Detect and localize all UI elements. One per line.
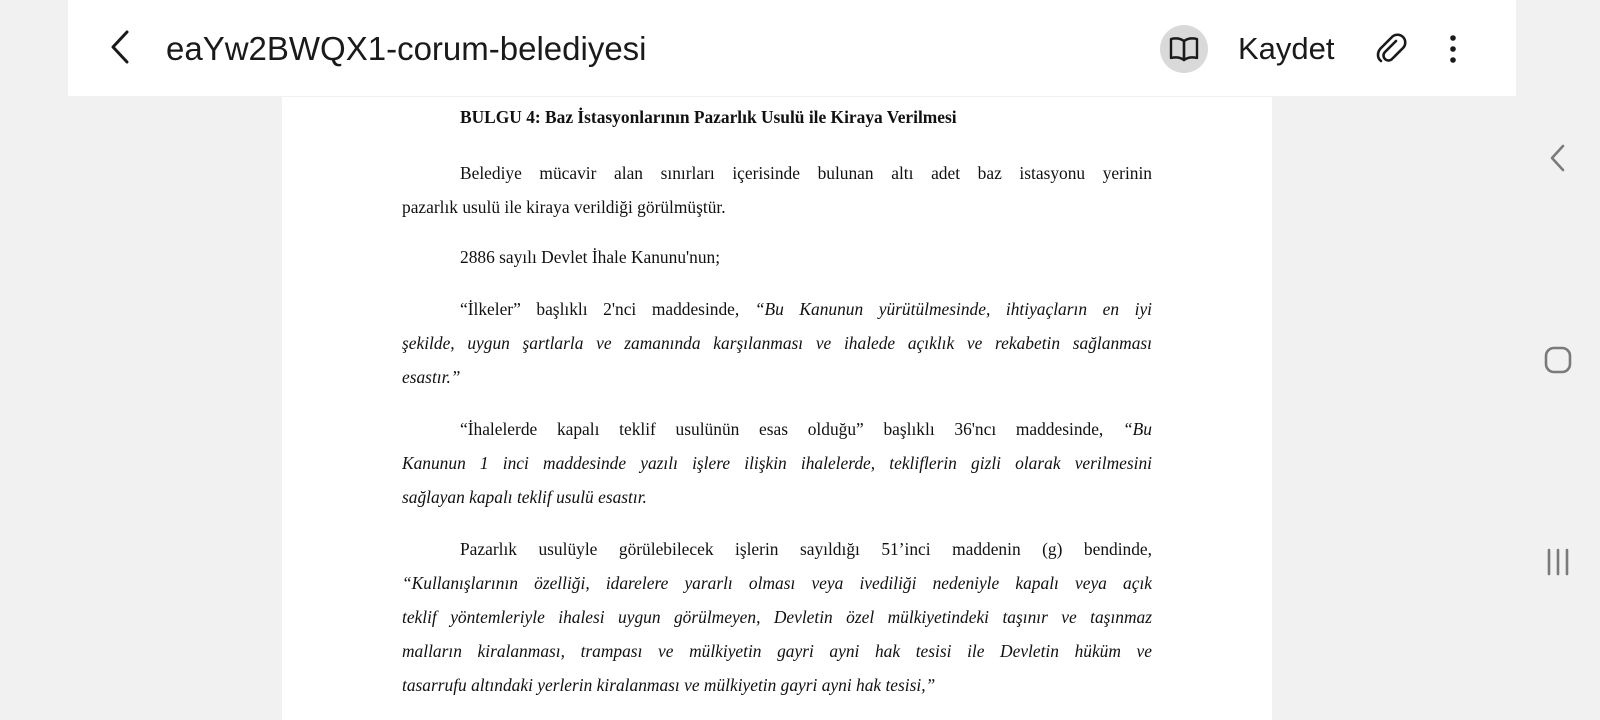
paragraph-5-line-5: tasarrufu altındaki yerlerin kiralanması ve mülkiyetin gayri ayni hak tesisi,” xyxy=(402,675,936,695)
more-vertical-icon xyxy=(1449,34,1457,64)
system-recents-button[interactable] xyxy=(1532,536,1584,588)
paperclip-icon xyxy=(1374,32,1408,66)
system-home-button[interactable] xyxy=(1532,334,1584,386)
paragraph-1-line-2: pazarlık usulü ile kiraya verildiği görülmüştür. xyxy=(402,197,726,217)
save-button[interactable]: Kaydet xyxy=(1238,31,1335,66)
paragraph-4-line-1-normal: “İhalelerde kapalı teklif usulünün esas olduğu” başlıklı 36'ncı maddesinde, xyxy=(460,419,1123,439)
attach-button[interactable] xyxy=(1370,28,1412,70)
paragraph-4-line-1 xyxy=(460,417,1152,441)
pdf-viewer-app xyxy=(68,0,1516,720)
nav-home-icon xyxy=(1543,345,1573,375)
system-navigation-bar xyxy=(1516,0,1600,720)
paragraph-3-line-3: esastır.” xyxy=(402,367,461,387)
paragraph-5-line-4: malların kiralanması, trampası ve mülkiyetin gayri ayni hak tesisi ile Devletin hüküm ve xyxy=(402,641,1152,661)
nav-back-icon xyxy=(1548,143,1568,173)
paragraph-4-line-2: Kanunun 1 inci maddesinde yazılı işlere ilişkin ihalelerde, tekliflerin gizli olarak verilmesini xyxy=(402,453,1152,473)
paragraph-5-line-3: teklif yöntemleriyle ihalesi uygun görülmeyen, Devletin özel mülkiyetindeki taşınır ve taşınmaz xyxy=(402,607,1152,627)
paragraph-4-line-1-quote: “Bu xyxy=(1123,419,1152,439)
paragraph-3-line-1-normal: “İlkeler” başlıklı 2'nci maddesinde, xyxy=(460,299,755,319)
paragraph-2: 2886 sayılı Devlet İhale Kanunu'nun; xyxy=(460,247,721,267)
paragraph-5-line-2: “Kullanışlarının özelliği, idarelere yararlı olması veya ivediliği nedeniyle kapalı veya açık xyxy=(402,573,1152,593)
system-back-button[interactable] xyxy=(1532,132,1584,184)
paragraph-3-line-1-quote: “Bu Kanunun yürütülmesinde, ihtiyaçların en iyi xyxy=(754,299,1152,319)
nav-recents-icon xyxy=(1543,547,1573,577)
document-title: eaYw2BWQX1-corum-belediyesi xyxy=(166,30,647,67)
paragraph-3-line-2: şekilde, uygun şartlarla ve zamanında karşılanması ve ihalede açıklık ve rekabetin sağlanması xyxy=(402,333,1152,353)
back-button[interactable] xyxy=(98,24,144,70)
more-options-button[interactable] xyxy=(1438,28,1468,70)
paragraph-4-line-3: sağlayan kapalı teklif usulü esastır. xyxy=(402,487,647,507)
reading-mode-button[interactable] xyxy=(1160,25,1208,73)
paragraph-3-line-1 xyxy=(460,297,1152,321)
chevron-left-icon xyxy=(106,29,136,65)
top-app-bar xyxy=(68,0,1516,96)
paragraph-1-line-1: Belediye mücavir alan sınırları içerisinde bulunan altı adet baz istasyonu yerinin xyxy=(460,163,1152,183)
open-book-icon xyxy=(1169,36,1199,62)
pdf-page[interactable] xyxy=(282,97,1272,720)
finding-heading: BULGU 4: Baz İstasyonlarının Pazarlık Usulü ile Kiraya Verilmesi xyxy=(460,107,957,127)
paragraph-5-line-1: Pazarlık usulüyle görülebilecek işlerin sayıldığı 51’inci maddenin (g) bendinde, xyxy=(460,539,1152,559)
